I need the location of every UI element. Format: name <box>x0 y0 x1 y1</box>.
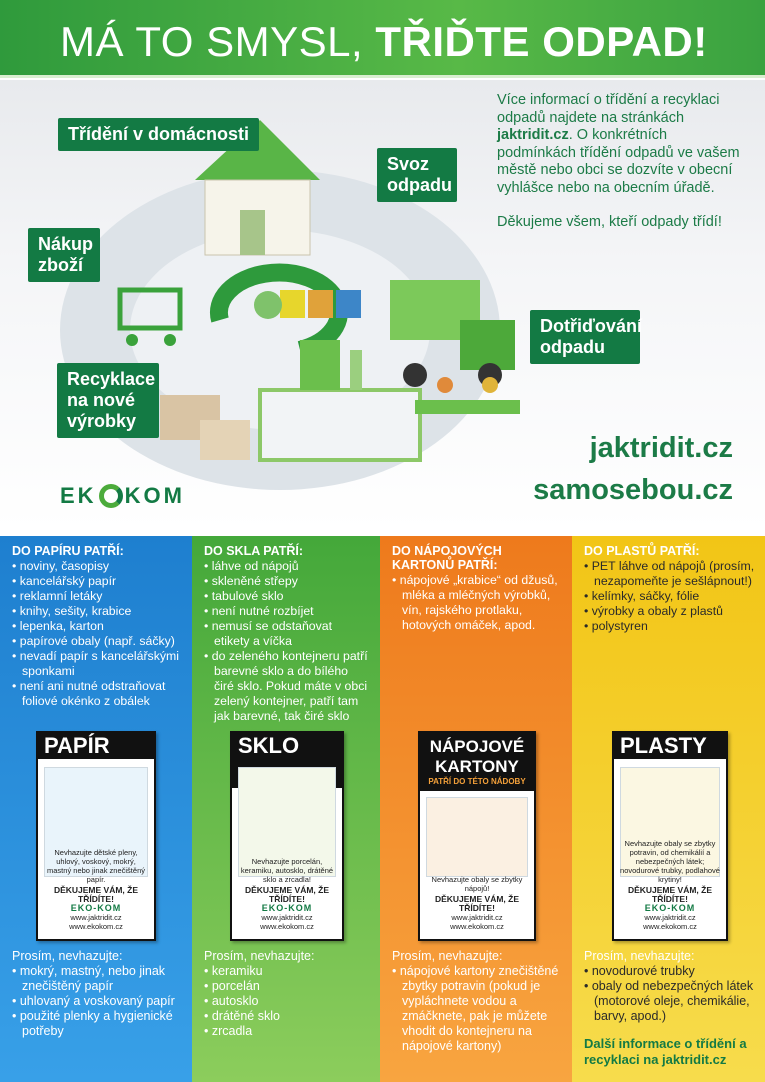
more-info-link[interactable]: Další informace o třídění a recyklaci na jaktridit.cz <box>584 1036 747 1067</box>
glass-list <box>204 559 370 724</box>
tag-recycling: Recyklace na nové výrobky <box>57 363 159 438</box>
list-item: • kelímky, sáčky, fólie <box>584 589 755 604</box>
list-item: • novodurové trubky <box>584 964 757 979</box>
list-item: • knihy, sešity, krabice <box>12 604 182 619</box>
list-item: • reklamní letáky <box>12 589 182 604</box>
header-banner <box>0 0 765 78</box>
glass-bin-sticker <box>230 731 344 941</box>
url-samosebou[interactable]: samosebou.cz <box>533 474 733 506</box>
tag-shopping: Nákup zboží <box>28 228 100 282</box>
sticker-footer: Nevhazujte obaly se zbytky nápojů! DĚKUJEME VÁM, ŽE TŘÍDÍTE! www.jaktridit.cz www.ekokom.cz <box>431 875 523 931</box>
list-item: • není nutné rozbíjet <box>204 604 370 619</box>
column-cartons <box>380 536 572 1082</box>
list-item: • nevadí papír s kancelářskými sponkami <box>12 649 182 679</box>
plastics-heading: DO PLASTŮ PATŘÍ: <box>584 544 700 558</box>
cartons-avoid: Prosím, nevhazujte: • nápojové kartony znečištěné zbytky potravin (pokud je vypláchnete vodou a zmáčknete, pak je můžete vhodit do kontejneru na nápojové kartony) <box>392 949 564 1054</box>
list-item: • keramiku <box>204 964 372 979</box>
cartons-heading: DO NÁPOJOVÝCH KARTONŮ PATŘÍ: <box>392 544 502 572</box>
list-item: • do zeleného kontejneru patří barevné sklo a do bílého čiré sklo. Pokud máte v obci zelený kontejner, patří tam jak barevné, tak čiré sklo <box>204 649 370 724</box>
glass-heading: DO SKLA PATŘÍ: <box>204 544 304 558</box>
sticker-footer: Nevhazujte dětské pleny, uhlový, voskový, mokrý, mastný nebo jinak znečištěný papír. DĚKUJEME VÁM, ŽE TŘÍDÍTE! EKO-KOM www.jaktridit.cz www.ekokom.cz <box>47 848 145 931</box>
column-paper <box>0 536 192 1082</box>
list-item: • noviny, časopisy <box>12 559 182 574</box>
sorting-columns <box>0 536 765 1082</box>
info-link[interactable]: jaktridit.cz <box>497 127 569 143</box>
recycle-icon <box>99 484 123 508</box>
list-item: • použité plenky a hygienické potřeby <box>12 1009 184 1039</box>
ekokom-logo: EK KOM <box>60 483 185 508</box>
list-item: • uhlovaný a voskovaný papír <box>12 994 184 1009</box>
carton-bin-sticker <box>418 731 536 941</box>
list-item: • láhve od nápojů <box>204 559 370 574</box>
list-item: • PET láhve od nápojů (prosím, nezapomeňte je sešlápnout!) <box>584 559 755 589</box>
list-item: • polystyren <box>584 619 755 634</box>
plastic-bin-sticker <box>612 731 728 941</box>
list-item: • lepenka, karton <box>12 619 182 634</box>
list-item: • mokrý, mastný, nebo jinak znečištěný papír <box>12 964 184 994</box>
column-plastics <box>572 536 765 1082</box>
recycling-cycle-illustration <box>0 80 765 530</box>
cartons-list <box>392 573 562 633</box>
list-item: • obaly od nebezpečných látek (motorové oleje, chemikálie, barvy, apod.) <box>584 979 757 1024</box>
url-jaktridit[interactable]: jaktridit.cz <box>589 432 733 464</box>
sticker-footer: Nevhazujte porcelán, keramiku, autosklo, drátěné sklo a zrcadla! DĚKUJEME VÁM, ŽE TŘÍDÍTE! EKO-KOM www.jaktridit.cz www.ekokom.cz <box>240 857 334 931</box>
list-item: • nápojové „krabice“ od džusů, mléka a mléčných výrobků, vín, rajského protlaku, hotových omáček, apod. <box>392 573 562 633</box>
paper-avoid: Prosím, nevhazujte: • mokrý, mastný, nebo jinak znečištěný papír • uhlovaný a voskovaný papír • použité plenky a hygienické potřeby <box>12 949 184 1039</box>
list-item: • zrcadla <box>204 1024 372 1039</box>
plastics-avoid: Prosím, nevhazujte: • novodurové trubky • obaly od nebezpečných látek (motorové oleje, chemikálie, barvy, apod.) Další informace o třídění a recyklaci na jaktridit.cz <box>584 949 757 1068</box>
tag-waste-collection: Svoz odpadu <box>377 148 457 202</box>
glass-sticker-title: SKLO <box>232 733 342 788</box>
list-item: • porcelán <box>204 979 372 994</box>
list-item: • výrobky a obaly z plastů <box>584 604 755 619</box>
plastic-sticker-title: PLASTY <box>614 733 726 759</box>
page-title: MÁ TO SMYSL, TŘIĎTE ODPAD! <box>60 18 708 65</box>
column-glass <box>192 536 380 1082</box>
paper-list <box>12 559 182 709</box>
list-item: • autosklo <box>204 994 372 1009</box>
list-item: • skleněné střepy <box>204 574 370 589</box>
list-item: • papírové obaly (např. sáčky) <box>12 634 182 649</box>
carton-sticker-title: NÁPOJOVÉ KARTONY PATŘÍ DO TÉTO NÁDOBY <box>420 733 534 791</box>
plastics-list <box>584 559 755 634</box>
carton-items-image <box>426 797 528 877</box>
glass-avoid: Prosím, nevhazujte: • keramiku • porcelán • autosklo • drátěné sklo • zrcadla <box>204 949 372 1039</box>
list-item: • kancelářský papír <box>12 574 182 589</box>
list-item: • tabulové sklo <box>204 589 370 604</box>
paper-heading: DO PAPÍRU PATŘÍ: <box>12 544 124 558</box>
list-item: • nemusí se odstaňovat etikety a víčka <box>204 619 370 649</box>
list-item: • nápojové kartony znečištěné zbytky potravin (pokud je vypláchnete vodou a zmáčknete, pak je můžete vhodit do kontejneru na nápojové kartony) <box>392 964 564 1054</box>
paper-sticker-title: PAPÍR <box>38 733 154 759</box>
list-item: • není ani nutné odstraňovat foliové okénko z obálek <box>12 679 182 709</box>
info-text: Více informací o třídění a recyklaci odpadů najdete na stránkách jaktridit.cz. O konkrétních podmínkách třídění odpadů ve vašem městě nebo obci se dozvíte v obecní vyhlášce nebo na obecním úřadě. Děkujeme všem, kteří odpady třídí! <box>497 92 742 249</box>
tag-resorting: Dotřiďování odpadu <box>530 310 640 364</box>
tag-sorting-at-home: Třídění v domácnosti <box>58 118 259 151</box>
thanks-text: Děkujeme všem, kteří odpady třídí! <box>497 214 722 230</box>
sticker-footer: Nevhazujte obaly se zbytky potravin, od chemikálií a nebezpečných látek; novodurové trubky, podlahové krytiny! DĚKUJEME VÁM, ŽE TŘÍDÍTE! EKO-KOM www.jaktridit.cz www.ekokom.cz <box>620 839 720 931</box>
list-item: • drátěné sklo <box>204 1009 372 1024</box>
paper-bin-sticker <box>36 731 156 941</box>
